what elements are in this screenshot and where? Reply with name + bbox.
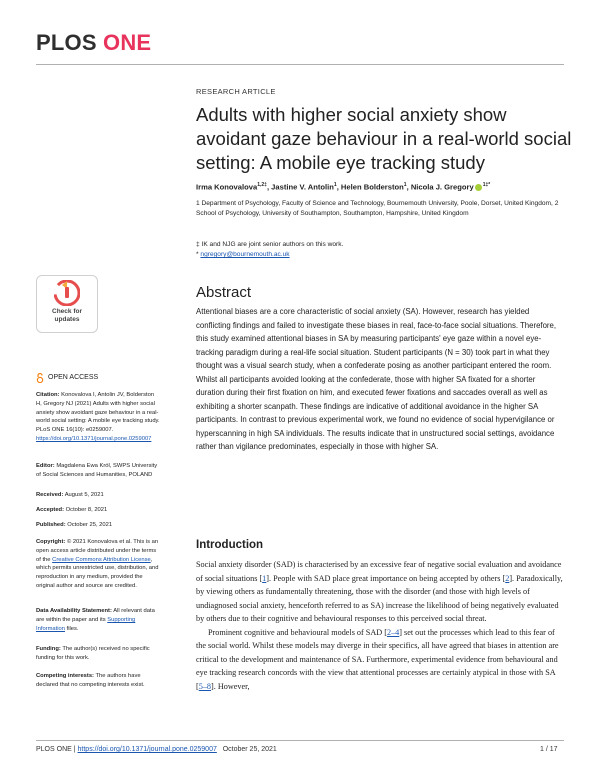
citation-block (36, 391, 160, 444)
check-updates-line2: updates (54, 316, 80, 323)
orcid-icon[interactable] (475, 184, 482, 191)
footer-divider (36, 740, 564, 741)
intro-text: ]. However, (211, 681, 250, 691)
editor-text: Magdalena Ewa Król, SWPS University of Social Sciences and Humanities, POLAND (36, 463, 158, 478)
data-availability-label: Data Availability Statement: (36, 608, 112, 614)
received-line (36, 491, 160, 500)
published-label: Published: (36, 522, 66, 528)
data-availability-block (36, 607, 160, 633)
intro-text: ] set out the processes which lead to this fear of the social world. Whilst these models may diverge in their specifics, all have agreed that biases in attention are critical to the development and maintenance of SA. Furthermore, experimental evidence from behavioural and eye tracking research concords with the view that attentional processes are certainly atypical in those with SA [ (196, 627, 559, 691)
author-name[interactable]: Helen Bolderston (340, 182, 404, 192)
author-name[interactable]: Jastine V. Antolin (271, 182, 334, 192)
citation-label: Citation: (36, 392, 60, 398)
check-for-updates-badge[interactable] (36, 275, 98, 333)
citation-doi-link[interactable]: https://doi.org/10.1371/journal.pone.0259007 (36, 435, 152, 442)
footer-info (36, 746, 277, 753)
funding-label: Funding: (36, 646, 61, 652)
author-affil-marker: 1 (333, 182, 337, 188)
published-line (36, 521, 160, 530)
article-title: Adults with higher social anxiety show avoidant gaze behaviour in a real-world social setting: A mobile eye tracking study (196, 104, 572, 173)
abstract-heading: Abstract (196, 284, 252, 301)
competing-interests-text: The authors have declared that no competing interests exist. (36, 673, 145, 688)
footer-doi-link[interactable]: https://doi.org/10.1371/journal.pone.0259007 (77, 746, 217, 753)
received-date: August 5, 2021 (64, 492, 104, 498)
open-access-label: OPEN ACCESS (48, 374, 99, 381)
author-name[interactable]: Nicola J. Gregory (410, 182, 474, 192)
funding-text: The author(s) received no specific funding for this work. (36, 646, 150, 661)
check-updates-label (37, 308, 97, 324)
accepted-date: October 8, 2021 (65, 507, 108, 513)
editor-block (36, 462, 160, 480)
license-link[interactable]: Creative Commons Attribution License (52, 556, 151, 563)
footer-date: October 25, 2021 (222, 746, 277, 753)
copyright-text-end: , which permits unrestricted use, distribution, and reproduction in any medium, provided the original author and source are credited. (36, 556, 159, 589)
journal-logo (36, 30, 151, 56)
citation-text: Konovalova I, Antolin JV, Bolderston H, Gregory NJ (2021) Adults with higher social anxiety show avoidant gaze behaviour in a real-world social setting: A mobile eye tracking study. PLoS ONE 16(10): e0259007. (36, 392, 160, 434)
check-updates-line1: Check for (52, 308, 82, 315)
reference-link[interactable]: 2–4 (386, 627, 400, 637)
editor-label: Editor: (36, 463, 55, 469)
copyright-text: © 2021 Konovalova et al. This is an open access article distributed under the terms of the (36, 539, 159, 563)
accepted-line (36, 506, 160, 515)
logo-one: ONE (103, 30, 152, 55)
header-divider (36, 64, 564, 65)
intro-paragraph (196, 558, 564, 626)
reference-link[interactable]: 1 (262, 573, 267, 583)
corresponding-marker: * (196, 251, 199, 258)
funding-block (36, 645, 160, 663)
intro-text: ]. People with SAD place great importance on being accepted by others [ (266, 573, 506, 583)
reference-link[interactable]: 2 (505, 573, 510, 583)
published-date: October 25, 2021 (67, 522, 113, 528)
received-label: Received: (36, 492, 64, 498)
article-type: RESEARCH ARTICLE (196, 87, 276, 96)
check-updates-icon (54, 280, 80, 306)
supporting-information-link[interactable]: Supporting Information (36, 616, 136, 632)
author-list: Irma Konovalova$^{1,2\ddagger}$, Jastine V. Antolin$^1$, Helen Bolderston$^1$, Nicola J. Gregory $^{1\ddagger*}$ (196, 182, 491, 192)
copyright-label: Copyright: (36, 539, 66, 545)
footer-separator: | (71, 746, 78, 753)
logo-plos: PLOS (36, 30, 97, 55)
copyright-block (36, 538, 160, 591)
corresponding-email-line (196, 250, 561, 260)
corresponding-email-link[interactable]: ngregory@bournemouth.ac.uk (200, 251, 290, 258)
author-affil-marker: 1,2‡ (257, 182, 267, 188)
author-notes (196, 240, 561, 260)
intro-text: Prominent cognitive and behavioural models of SAD [ (208, 627, 387, 637)
author-name[interactable]: Irma Konovalova (196, 182, 258, 192)
footer-journal: PLOS ONE (36, 746, 72, 753)
accepted-label: Accepted: (36, 507, 65, 513)
author-affil-marker: 1 (403, 182, 407, 188)
open-access-lock-icon (36, 373, 44, 383)
intro-text: ]. Paradoxically, by viewing others as fundamentally threatening, those with the disorder (and those with high levels of undiagnosed social anxiety, henceforth referred to as SA) increase the likelihood of being negatively evaluated by others due to their cognitive and behavioural responses to this perceived social threat. (196, 573, 563, 623)
intro-text: Social anxiety disorder (SAD) is characterised by an excessive fear of negative social evaluation and avoidance of social situations [ (196, 560, 562, 583)
introduction-body (196, 558, 564, 693)
data-availability-text-end: files. (66, 625, 79, 632)
reference-link[interactable]: 5–8 (198, 681, 212, 691)
page-number: 1 / 17 (540, 746, 558, 753)
author-affil-marker: 1‡* (482, 182, 491, 188)
introduction-heading: Introduction (196, 539, 264, 551)
competing-interests-label: Competing interests: (36, 673, 94, 679)
abstract-text: Attentional biases are a core characteristic of social anxiety (SA). However, research has yielded conflicting findings and failed to investigate these biases in real, face-to-face social situations. Therefore, this study examined attentional biases in SA by measuring participants' eye gaze within a novel eye-tracking paradigm during a real-life social situation. Student participants (N = 30) took part in what they thought was a visual search study, when a confederate posing as another participant entered the room. Whilst all participants avoided looking at the confederate, those with higher SA fixated for a shorter duration during their first fixation on him, and executed fewer fixations and saccades overall as well as exhibiting a shorter scanpath. These findings are indicative of additional avoidance in the higher SA participants. In contrast to previous experimental work, we found no evidence of social hypervigilance or hyperscanning in high SA individuals. The results indicate that in unstructured social settings, avoidance rather than vigilance predominates, especially in those with higher SA. (196, 307, 557, 451)
competing-interests-block (36, 672, 160, 690)
intro-paragraph (196, 626, 564, 694)
affiliations: 1 Department of Psychology, Faculty of Science and Technology, Bournemouth University, Poole, Dorset, United Kingdom, 2 School of Psychology, University of Southampton, Southampton, Hampshire, United Kingdom (196, 200, 559, 217)
joint-author-note: ‡ IK and NJG are joint senior authors on this work. (196, 241, 344, 248)
data-availability-text: All relevant data are within the paper and its (36, 608, 155, 623)
